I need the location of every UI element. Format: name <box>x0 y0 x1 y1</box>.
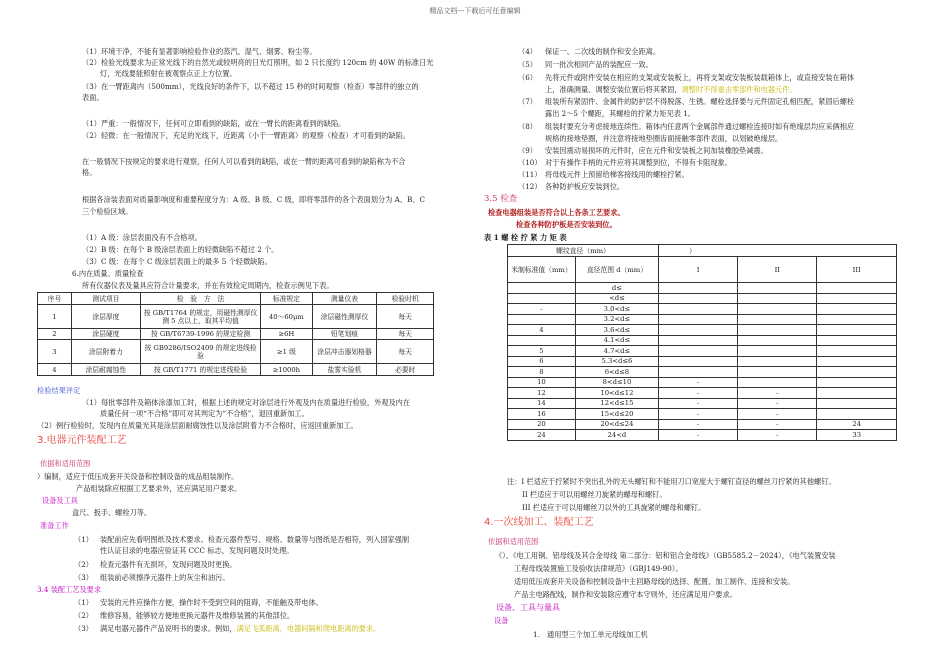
table-row <box>508 325 897 336</box>
table-cell <box>659 356 738 367</box>
item-number: （11） <box>518 170 542 179</box>
table-cell <box>817 367 897 378</box>
table-cell: 4 <box>508 325 576 336</box>
table-row <box>38 340 434 364</box>
item-number: （10） <box>518 158 542 167</box>
para: 组装前必须擦净元器件上的灰尘和油污。 <box>100 573 230 582</box>
table-cell <box>817 325 897 336</box>
para: 盒尺、扳手、螺栓刀等。 <box>72 508 152 517</box>
para: 装配前应先看明图纸及技术要求。检查元器件型号、规格、数量等与图纸是否相符，列入国家强制 <box>100 535 410 544</box>
table-cell <box>659 314 738 325</box>
para: 质量任何一项“不合格”即可对其判定为“不合格”，退回重新加工。 <box>100 409 309 418</box>
para: 灯，光线要能照射在被观察点正上方位置。 <box>100 69 237 78</box>
table-cell: - <box>659 409 738 420</box>
table-cell: ≥1 级 <box>261 340 312 364</box>
table-cell: 4 <box>38 364 72 376</box>
para: （2）轻微：在一般情况下，充足的光线下，近距离（小于一臂距离）的观察（检查）才可看到的缺陷。 <box>82 131 411 140</box>
item-number: （12） <box>518 182 542 191</box>
para-text: 上，准确测量、调整安装位置后将其紧固， <box>545 85 682 94</box>
para: 适用低压成套开关设备和控制设备中主回路母线的选择、配置、加工制作、连接和安装。 <box>514 577 795 586</box>
table-cell: - <box>738 430 817 441</box>
table-cell: 2 <box>38 329 72 340</box>
para: 规格的接地垫圈，并注意将接地垫圈齿面接触零部件表面，以划破绝缘层。 <box>545 134 783 143</box>
table-cell: 6 <box>508 356 576 367</box>
table-row <box>38 305 434 329</box>
table-cell <box>659 346 738 357</box>
page-header: 精品文档---下载后可任意编辑 <box>429 7 521 15</box>
table-header: 检 验 方 法 <box>140 293 260 305</box>
item-number: （2） <box>74 560 93 569</box>
table-cell: 3.6<d≤ <box>575 325 658 336</box>
para: 保证一、二次线的制作和安全距离。 <box>545 47 661 56</box>
table-cell: 20 <box>508 419 576 430</box>
table-cell: 每天 <box>377 340 434 364</box>
chapter-heading: 4.一次线加工、装配工艺 <box>484 517 594 528</box>
para: 表面。 <box>82 93 104 102</box>
item-number: （9） <box>518 146 537 155</box>
table-cell: 涂层硬度 <box>71 329 140 340</box>
table-cell: 12<d≤15 <box>575 398 658 409</box>
table-cell: 涂层厚度 <box>71 305 140 329</box>
para: 《）、《电工用铜、铝母线及其合金母线 第二部分：铝和铝合金母线》（GB5585.2－2024），《电气装置安装 <box>495 551 836 560</box>
table-cell: - <box>738 419 817 430</box>
table-header: 螺纹直径（mm） <box>508 245 659 257</box>
para: （1）A 级：涂层表面没有不合格项。 <box>82 233 202 242</box>
table-cell <box>817 388 897 399</box>
highlight-text: 调整时不得重击零部件和电器元件。 <box>681 85 797 94</box>
table-cell: 必要时 <box>377 364 434 376</box>
table-cell <box>817 377 897 388</box>
table-cell: 24<d <box>575 430 658 441</box>
item-number: （1） <box>74 535 93 544</box>
table-note: 注：I 栏适应于拧紧时不突出孔外的无头螺钉和不能用刀口宽度大于螺钉直径的螺丝刀拧紧的其他螺钉。 <box>507 477 836 486</box>
para: 组装所有紧固件、金属件的防护层不得脱落、生锈。螺栓选择要与元件固定孔相匹配，紧固后螺栓 <box>545 97 855 106</box>
table-cell: 4.7<d≤ <box>575 346 658 357</box>
table-header: ） <box>659 245 897 257</box>
table-cell <box>817 346 897 357</box>
table-cell <box>659 367 738 378</box>
table-cell: 14 <box>508 398 576 409</box>
para: 1. 通用型三个加工单元母线加工机 <box>533 630 648 639</box>
torque-table <box>507 244 897 441</box>
table-cell <box>738 377 817 388</box>
table-cell: - <box>508 304 576 315</box>
table-cell <box>738 304 817 315</box>
table-cell: 5 <box>508 346 576 357</box>
table-cell: - <box>738 409 817 420</box>
table-cell: 24 <box>817 419 897 430</box>
para: 同一批次相同产品的装配应一致。 <box>545 60 653 69</box>
para: 组装时要充分考虑接地连续性。箱体内任意两个金属部件通过螺栓连接时如有绝缘层均应采俩相应 <box>545 122 855 131</box>
table-row <box>508 430 897 441</box>
item-number: （2） <box>74 611 93 620</box>
section-heading: 3.5 检查 <box>484 194 518 204</box>
para: 产品组装除应根据工艺要求外，还应满足用户要求。 <box>76 484 242 493</box>
table-cell: ≥6H <box>261 329 312 340</box>
table-header: I <box>659 257 738 283</box>
table-cell <box>659 283 738 294</box>
table-cell: ≥1000h <box>261 364 312 376</box>
table-cell: 按 GB9286/ISO2409 的规定进线检验 <box>140 340 260 364</box>
table-cell <box>508 335 576 346</box>
table-note: II 栏适应于可以用螺丝刀旋紧的螺母和螺钉。 <box>522 490 667 499</box>
table-cell <box>738 293 817 304</box>
table-cell: 涂层耐腐蚀性 <box>71 364 140 376</box>
para: 将母线元件上预留给梯客接线用的螺栓拧紧。 <box>545 170 689 179</box>
item-number: （1） <box>74 598 93 607</box>
para: 在一般情况下按规定的要求进行观察，任何人可以看到的缺陷，或在一臂的距离可看到的缺陷称为不合 <box>82 157 406 166</box>
para: （2）检验光线要求为正常光线下的自然光或较明亮的日光灯照明，如 2 只长度约 120cm 的 40W 的标准日光 <box>82 58 434 67</box>
table-header: 直径范围 d（mm） <box>575 257 658 283</box>
para: ）编制，适应于低压成套开关设备和控制设备的成品组装制作。 <box>37 472 239 481</box>
table-caption: 表 1 螺 栓 拧 紧 力 矩 表 <box>484 233 567 242</box>
table-cell: 10 <box>508 377 576 388</box>
para: 露出 2～5 个螺距，其螺栓的拧紧力矩见表 1。 <box>545 109 695 118</box>
para: 各种防护板应安装到位。 <box>545 182 625 191</box>
table-cell <box>817 409 897 420</box>
table-row <box>508 356 897 367</box>
para: （1）严重：一般情况下，任何可立即看到的缺陷，或在一臂长的距离看到的缺陷。 <box>82 119 346 128</box>
table-header: 检验时机 <box>377 293 434 305</box>
table-row <box>508 346 897 357</box>
table-cell: 按 GB/T1764 的规定，用磁性测厚仪测 5 点以上，取其平均值 <box>140 305 260 329</box>
table-cell <box>817 335 897 346</box>
table-cell: 5.3<d≤6 <box>575 356 658 367</box>
item-number: （7） <box>518 97 537 106</box>
para: 所有仪器仪表及量具应符合计量要求，并在有效检定周期内，检查示例见下表。 <box>82 281 334 290</box>
table-cell: 按 GB/T6739-1996 的规定检测 <box>140 329 260 340</box>
para: 对于有操作手柄的元件应将其调整到位，不得有卡阻现象。 <box>545 158 732 167</box>
table-row <box>38 364 434 376</box>
table-cell: - <box>738 388 817 399</box>
para: 三个检验区域。 <box>82 207 133 216</box>
table-row <box>508 314 897 325</box>
para <box>100 624 380 633</box>
table-cell: 盐雾实验机 <box>312 364 377 376</box>
table-cell <box>659 335 738 346</box>
section-heading: 设备、工具与量具 <box>496 603 560 612</box>
para: （3）C 级：在每个 C 级涂层表面上的最多 5 个轻微缺陷。 <box>82 257 272 266</box>
table-cell: 8 <box>508 367 576 378</box>
para: 检查元器件有无损坏，发现问题及时更换。 <box>100 560 237 569</box>
table-cell <box>659 304 738 315</box>
section-heading: 6.内在质量、质量检查 <box>72 269 144 278</box>
table-header: 序号 <box>38 293 72 305</box>
table-cell <box>508 293 576 304</box>
para: 安装的元件应操作方便，操作时不受到空间的阻碍，不能触及带电体。 <box>100 598 323 607</box>
check-item: 检查电器组装是否符合以上各条工艺要求。 <box>488 208 625 217</box>
table-header: 测量仪表 <box>312 293 377 305</box>
table-header: 标准规定 <box>261 293 312 305</box>
item-number: （3） <box>74 573 93 582</box>
table-cell: 按 GB/T1771 的规定进线检验 <box>140 364 260 376</box>
item-number: （6） <box>518 73 537 82</box>
table-cell: 20<d≤24 <box>575 419 658 430</box>
table-cell: 3.0<d≤ <box>575 304 658 315</box>
para: 安装因震动易损坏的元件时，应在元件和安装板之间加装橡胶垫减震。 <box>545 146 768 155</box>
section-heading: 检验结果评定 <box>37 386 81 395</box>
table-cell <box>817 283 897 294</box>
para <box>545 85 797 94</box>
table-cell <box>508 314 576 325</box>
table-cell: 6<d≤8 <box>575 367 658 378</box>
para: （3）在一臂距离内（500mm），光线良好的条件下，以不超过 15 秒的时间观察（检查）零部件的独立的 <box>82 82 419 91</box>
table-cell: 每天 <box>377 329 434 340</box>
section-heading: 设备及工具 <box>42 496 78 505</box>
table-cell: 16 <box>508 409 576 420</box>
table-cell: 24 <box>508 430 576 441</box>
table-cell <box>659 293 738 304</box>
table-cell <box>817 398 897 409</box>
table-cell: - <box>659 419 738 430</box>
table-cell: - <box>659 388 738 399</box>
table-header: III <box>817 257 897 283</box>
table-cell <box>817 356 897 367</box>
section-heading: 3.4 装配工艺及要求 <box>37 585 102 594</box>
table-cell <box>738 356 817 367</box>
table-cell: 33 <box>817 430 897 441</box>
table-cell: - <box>659 398 738 409</box>
item-number: （5） <box>518 60 537 69</box>
check-item: 检查各种防护板是否安装到位。 <box>516 220 617 229</box>
table-cell: - <box>659 377 738 388</box>
para: （2）例行检验时，发现内在质量光其是涂层面耐腐蚀性以及涂层附着力不合格时，应返回重新加工。 <box>37 421 358 430</box>
table-cell: d≤ <box>575 283 658 294</box>
section-heading: 依据和适用范围 <box>40 459 91 468</box>
table-header: II <box>738 257 817 283</box>
table-row <box>508 283 897 294</box>
section-heading: 设备 <box>494 616 509 625</box>
para: （1）每批零部件及箱体涂漆加工时，根据上述的规定对涂层进行外观及内在质量进行检验，外观及内在 <box>82 398 411 407</box>
para: 格。 <box>82 168 97 177</box>
table-row <box>508 304 897 315</box>
table-cell: - <box>659 430 738 441</box>
highlight-text: 满足飞弧距离，电器间隔和爬电距离的要求。 <box>236 624 381 633</box>
table-cell: 涂层冲击器划格器 <box>312 340 377 364</box>
chapter-heading: 3.电器元件装配工艺 <box>37 435 127 446</box>
table-cell: 涂层磁性测厚仪 <box>312 305 377 329</box>
table-cell: 40～60μm <box>261 305 312 329</box>
table-cell: <d≤ <box>575 293 658 304</box>
table-cell: 10<d≤12 <box>575 388 658 399</box>
section-heading: 准备工作 <box>40 521 69 530</box>
item-number: （8） <box>518 122 537 131</box>
table-cell <box>738 283 817 294</box>
table-row <box>508 419 897 430</box>
table-cell <box>738 346 817 357</box>
table-header: 测试项目 <box>71 293 140 305</box>
table-cell: 涂层附着力 <box>71 340 140 364</box>
table-cell: 4.1<d≤ <box>575 335 658 346</box>
table-row <box>508 377 897 388</box>
para: 性认证目录的电器应验证其 CCC 标志，发现问题及时处理。 <box>100 546 294 555</box>
para: 工程母线装置施工及验收法律规范》（GBJ149-90）。 <box>514 564 683 573</box>
item-number: （3） <box>74 624 93 633</box>
table-row <box>508 367 897 378</box>
table-cell: 12 <box>508 388 576 399</box>
para-text: 满足电器元器件产品说明书的要求。例如， <box>100 624 237 633</box>
table-row <box>508 388 897 399</box>
para: 先将元件或附件安装在相应的支架或安装板上，再将支架或安装板装载箱体上，或直接安装在箱体 <box>545 73 855 82</box>
para: 根据各涂装表面对质量影响度和重要程度分为：A 级、B 级、C 级，即将零部件的各个表面划分为 A、B、C <box>82 195 425 204</box>
table-cell: - <box>738 398 817 409</box>
table-cell: 每天 <box>377 305 434 329</box>
table-row <box>508 335 897 346</box>
para: （1）环境干净，不能有显著影响检验作业的蒸汽、湿气、烟雾、粉尘等。 <box>82 47 317 56</box>
table-row <box>508 293 897 304</box>
table-cell <box>508 283 576 294</box>
table-cell <box>738 325 817 336</box>
table-row <box>508 398 897 409</box>
coating-test-table <box>37 292 434 376</box>
table-cell: 3 <box>38 340 72 364</box>
table-cell <box>738 314 817 325</box>
table-cell: 15<d≤20 <box>575 409 658 420</box>
table-cell <box>738 335 817 346</box>
table-cell <box>738 367 817 378</box>
table-cell: 8<d≤10 <box>575 377 658 388</box>
table-cell <box>817 304 897 315</box>
table-cell: 铅笔划痕 <box>312 329 377 340</box>
table-note: III 栏适应于可以用螺丝刀以外的工具旋紧的螺母和螺钉。 <box>522 503 706 512</box>
table-row <box>508 409 897 420</box>
table-row <box>38 329 434 340</box>
para: 产品主电路配线，制作和安装除应遵守本守则外，还应满足用户要求。 <box>514 590 737 599</box>
table-cell: 1 <box>38 305 72 329</box>
para: （2）B 级：在每个 B 级涂层表面上的轻微缺陷不超过 2 个。 <box>82 245 279 254</box>
item-number: （4） <box>518 47 537 56</box>
para: 维修容易，能够较方便地更换元器件及维修装置的其他部位。 <box>100 611 295 620</box>
table-cell <box>817 293 897 304</box>
table-cell: 3.2<d≤ <box>575 314 658 325</box>
table-cell <box>817 314 897 325</box>
table-header: 米制标准值（mm） <box>508 257 576 283</box>
section-heading: 依据和适用范围 <box>488 537 539 546</box>
table-cell <box>659 325 738 336</box>
